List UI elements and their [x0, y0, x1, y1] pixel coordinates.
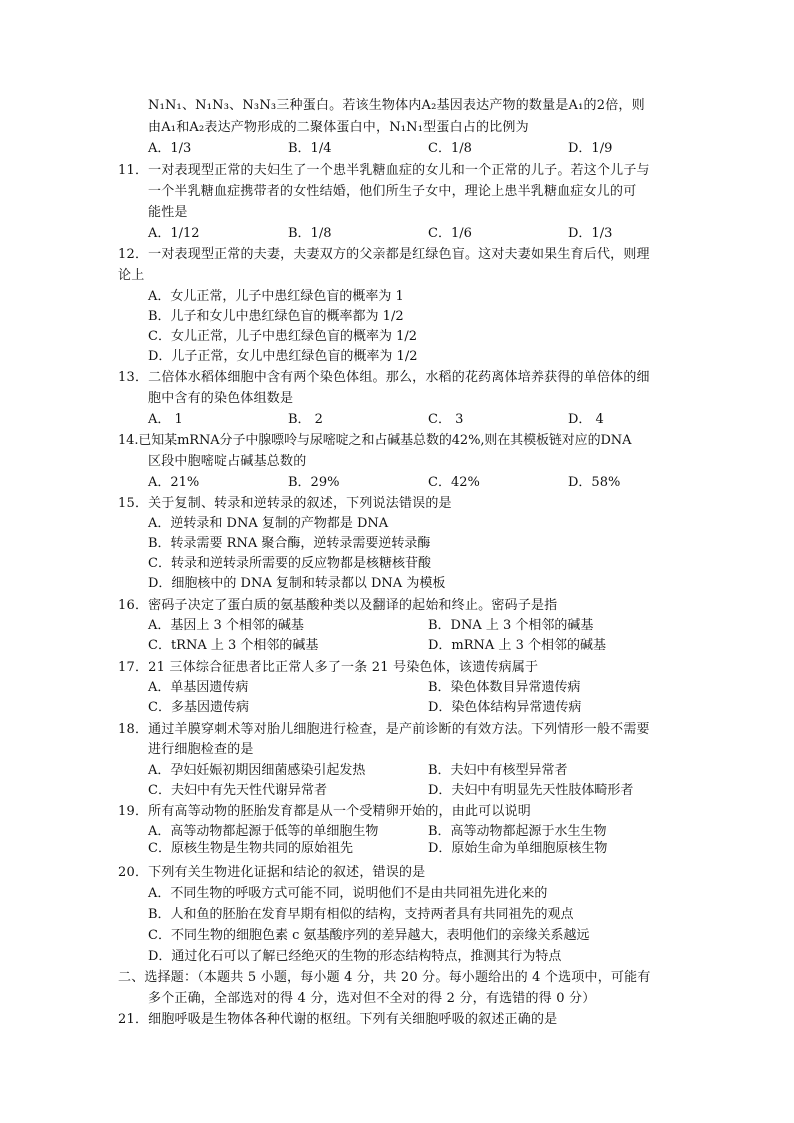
- q18-option-b: B．夫妇中有核型异常者: [428, 763, 568, 778]
- q19-option-d: D．原始生命为单细胞原核生物: [428, 841, 608, 856]
- q18-option-d: D．夫妇中有明显先天性肢体畸形者: [428, 783, 634, 798]
- q10-option-b: B．1/4: [288, 141, 332, 156]
- q16-option-b: B．DNA 上 3 个相邻的碱基: [428, 618, 594, 633]
- q10-line2: 由A₁和A₂表达产物形成的二聚体蛋白中，N₁N₁型蛋白占的比例为: [148, 120, 529, 135]
- q10-option-d: D．1/9: [568, 141, 613, 156]
- q11-line1: 11．一对表现型正常的夫妇生了一个患半乳糖血症的女儿和一个正常的儿子。若这个儿子与: [118, 163, 650, 178]
- q13-line1: 13．二倍体水稻体细胞中含有两个染色体组。那么，水稻的花药离体培养获得的单倍体的细: [118, 370, 650, 385]
- q10-line1: N₁N₁、N₁N₃、N₃N₃三种蛋白。若该生物体内A₂基因表达产物的数量是A₁的2倍，则: [148, 98, 645, 113]
- q14-option-d: D．58%: [568, 475, 621, 490]
- q18-line1: 18．通过羊膜穿刺术等对胎儿细胞进行检查，是产前诊断的有效方法。下列情形一般不需要: [118, 722, 650, 737]
- q14-option-a: A．21%: [148, 475, 200, 490]
- q10-option-a: A．1/3: [148, 141, 192, 156]
- q20-option-b: B．人和鱼的胚胎在发育早期有相似的结构，支持两者具有共同祖先的观点: [148, 907, 574, 922]
- q14-line2: 区段中胞嘧啶占碱基总数的: [148, 454, 307, 469]
- q12-option-c: C．女儿正常，儿子中患红绿色盲的概率为 1/2: [148, 329, 418, 344]
- q12-line2: 论上: [118, 268, 145, 283]
- q18-option-c: C．夫妇中有先天性代谢异常者: [148, 783, 327, 798]
- q14-option-c: C．42%: [428, 475, 480, 490]
- q12-option-b: B．儿子和女儿中患红绿色盲的概率都为 1/2: [148, 309, 404, 324]
- q11-option-c: C．1/6: [428, 226, 472, 241]
- q20-line1: 20．下列有关生物进化证据和结论的叙述，错误的是: [118, 865, 426, 880]
- q11-option-b: B．1/8: [288, 226, 332, 241]
- q15-option-a: A．逆转录和 DNA 复制的产物都是 DNA: [148, 516, 389, 531]
- q17-option-d: D．染色体结构异常遗传病: [428, 700, 582, 715]
- q14-line1: 14.已知某mRNA分子中腺嘌呤与尿嘧啶之和占碱基总数的42%,则在其模板链对应的DNA: [118, 433, 632, 448]
- q19-option-b: B．高等动物都起源于水生生物: [428, 824, 607, 839]
- q17-option-a: A．单基因遗传病: [148, 680, 249, 695]
- q17-option-c: C．多基因遗传病: [148, 700, 249, 715]
- q16-option-d: D．mRNA 上 3 个相邻的碱基: [428, 638, 606, 653]
- q20-option-a: A．不同生物的呼吸方式可能不同，说明他们不是由共同祖先进化来的: [148, 886, 548, 901]
- q12-option-a: A．女儿正常，儿子中患红绿色盲的概率为 1: [148, 289, 404, 304]
- q18-line2: 进行细胞检查的是: [148, 742, 254, 757]
- q20-option-c: C．不同生物的细胞色素 c 氨基酸序列的差异越大，表明他们的亲缘关系越远: [148, 928, 590, 943]
- q19-option-c: C．原核生物是生物共同的原始祖先: [148, 841, 353, 856]
- q20-option-d: D．通过化石可以了解已经绝灭的生物的形态结构特点，推测其行为特点: [148, 949, 562, 964]
- q14-option-b: B．29%: [288, 475, 340, 490]
- q13-option-b: B． 2: [288, 412, 323, 427]
- q15-option-d: D．细胞核中的 DNA 复制和转录都以 DNA 为模板: [148, 576, 446, 591]
- section2-heading-line2: 多个正确，全部选对的得 4 分，选对但不全对的得 2 分，有选错的得 0 分）: [148, 991, 596, 1006]
- q19-line1: 19．所有高等动物的胚胎发育都是从一个受精卵开始的，由此可以说明: [118, 804, 531, 819]
- q21-line1: 21．细胞呼吸是生物体各种代谢的枢纽。下列有关细胞呼吸的叙述正确的是: [118, 1012, 558, 1027]
- q12-line1: 12．一对表现型正常的夫妻，夫妻双方的父亲都是红绿色盲。这对夫妻如果生育后代，则理: [118, 247, 650, 262]
- q10-option-c: C．1/8: [428, 141, 472, 156]
- q17-option-b: B．染色体数目异常遗传病: [428, 680, 581, 695]
- q15-line1: 15．关于复制、转录和逆转录的叙述，下列说法错误的是: [118, 496, 452, 511]
- q16-line1: 16．密码子决定了蛋白质的氨基酸种类以及翻译的起始和终止。密码子是指: [118, 598, 558, 613]
- q13-line2: 胞中含有的染色体组数是: [148, 391, 294, 406]
- q11-line2: 一个半乳糖血症携带者的女性结婚，他们所生子女中，理论上患半乳糖血症女儿的可: [148, 184, 637, 199]
- q18-option-a: A．孕妇妊娠初期因细菌感染引起发热: [148, 763, 366, 778]
- q16-option-a: A．基因上 3 个相邻的碱基: [148, 618, 304, 633]
- q13-option-d: D． 4: [568, 412, 604, 427]
- q15-option-c: C．转录和逆转录所需要的反应物都是核糖核苷酸: [148, 556, 431, 571]
- q11-option-d: D．1/3: [568, 226, 613, 241]
- q12-option-d: D．儿子正常，女儿中患红绿色盲的概率为 1/2: [148, 349, 418, 364]
- q13-option-a: A． 1: [148, 412, 183, 427]
- q17-line1: 17．21 三体综合征患者比正常人多了一条 21 号染色体，该遗传病属于: [118, 660, 539, 675]
- q11-line3: 能性是: [148, 205, 188, 220]
- q15-option-b: B．转录需要 RNA 聚合酶，逆转录需要逆转录酶: [148, 536, 431, 551]
- q16-option-c: C．tRNA 上 3 个相邻的碱基: [148, 638, 319, 653]
- q19-option-a: A．高等动物都起源于低等的单细胞生物: [148, 824, 379, 839]
- section2-heading-line1: 二、选择题：（本题共 5 小题，每小题 4 分，共 20 分。每小题给出的 4 个选项中，可能有: [118, 970, 651, 985]
- q13-option-c: C． 3: [428, 412, 464, 427]
- q11-option-a: A．1/12: [148, 226, 200, 241]
